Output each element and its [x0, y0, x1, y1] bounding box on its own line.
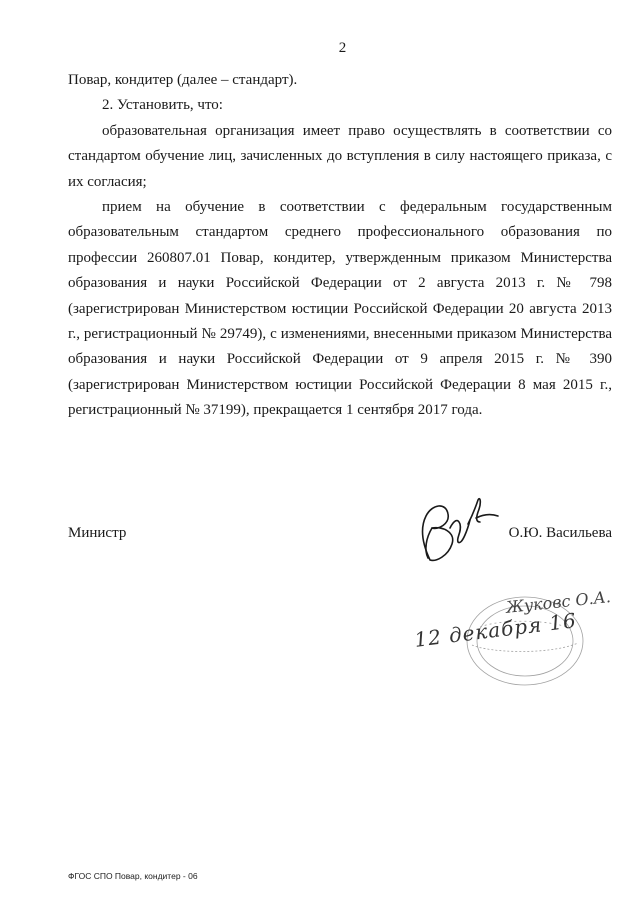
- stamp-handwritten-name: Жуковс О.А.: [505, 587, 612, 617]
- handwritten-signature: [412, 488, 502, 568]
- paragraph-clause-2-admission-termination: прием на обучение в соответствии с федеральным государственным образовательным стандартом среднего профессионального образования по профессии 260807.01 Повар, кондитер, утвержденным приказом Министерства образования и науки Российской Федерации от 2 августа 2013 г. № 798 (зарегистрирован Министерством юстиции Российской Федерации 20 августа 2013 г., регистрационный № 29749), с изменениями, внесенными приказом Министерства образования и науки Российской Федерации от 9 апреля 2015 г. № 390 (зарегистрирован Министерством юстиции Российской Федерации 8 мая 2015 г., регистрационный № 37199), прекращается 1 сентября 2017 года.: [68, 199, 612, 419]
- signatory-title: Министр: [68, 525, 127, 541]
- stamp-handwritten-date: 12 декабря 16: [413, 608, 578, 652]
- paragraph-clause-2-heading: 2. Установить, что:: [102, 97, 223, 114]
- document-footer: ФГОС СПО Повар, кондитер - 06: [68, 871, 198, 881]
- page-number: 2: [338, 40, 347, 56]
- paragraph-standard-reference: Повар, кондитер (далее – стандарт).: [68, 72, 298, 88]
- signatory-name: О.Ю. Васильева: [508, 525, 612, 541]
- paragraph-clause-2-training-right: образовательная организация имеет право осуществлять в соответствии со стандартом обучение лиц, зачисленных до вступления в силу настоящего приказа, с их согласия;: [68, 122, 612, 190]
- document-body: [68, 68, 612, 424]
